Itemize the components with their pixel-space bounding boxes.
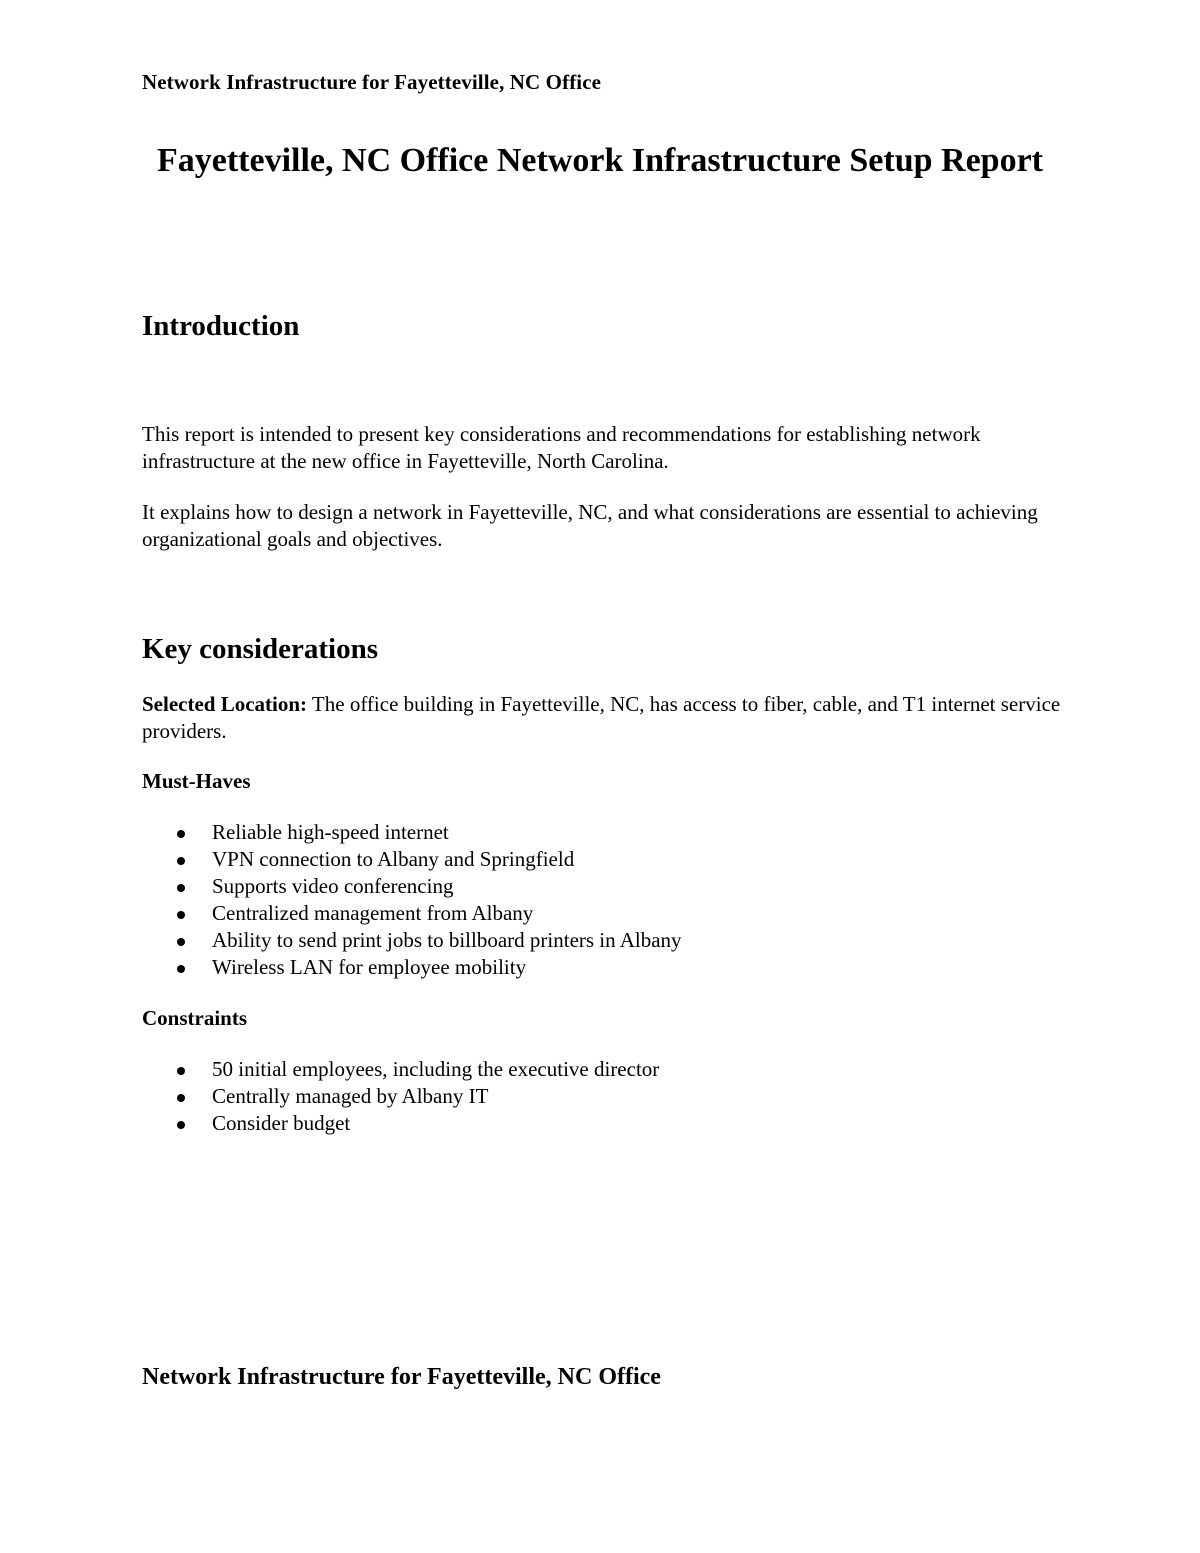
constraints-heading: Constraints xyxy=(142,1006,248,1030)
bullet-icon xyxy=(177,965,185,973)
bullet-icon xyxy=(177,830,185,838)
list-item xyxy=(142,819,682,846)
selected-location-label: Selected Location: xyxy=(142,692,308,716)
bullet-icon xyxy=(177,884,185,892)
selected-location-paragraph xyxy=(142,691,1062,745)
list-item-text: Centrally managed by Albany IT xyxy=(212,1084,489,1108)
running-header: Network Infrastructure for Fayetteville, NC Office xyxy=(142,70,602,94)
introduction-paragraph-1: This report is intended to present key considerations and recommendations for establishing network infrastructure at the new office in Fayetteville, North Carolina. xyxy=(142,422,981,473)
bullet-icon xyxy=(177,857,185,865)
next-page-header: Network Infrastructure for Fayetteville, NC Office xyxy=(142,1364,661,1390)
list-item xyxy=(142,900,682,927)
bullet-icon xyxy=(177,1067,185,1075)
must-haves-heading: Must-Haves xyxy=(142,769,251,793)
list-item-text: VPN connection to Albany and Springfield xyxy=(212,847,575,871)
list-item-text: Consider budget xyxy=(212,1111,351,1135)
list-item xyxy=(142,1056,659,1083)
list-item-text: Ability to send print jobs to billboard printers in Albany xyxy=(212,928,682,952)
selected-location-text: The office building in Fayetteville, NC, has access to fiber, cable, and T1 internet service providers. xyxy=(142,692,1061,743)
list-item xyxy=(142,1083,659,1110)
list-item xyxy=(142,846,682,873)
constraints-list xyxy=(142,1056,659,1137)
key-considerations-heading: Key considerations xyxy=(142,633,379,665)
list-item-text: Wireless LAN for employee mobility xyxy=(212,955,527,979)
list-item xyxy=(142,873,682,900)
introduction-heading: Introduction xyxy=(142,310,300,342)
list-item xyxy=(142,1110,659,1137)
introduction-paragraph-2: It explains how to design a network in Fayetteville, NC, and what considerations are essential to achieving organizational goals and objectives. xyxy=(142,500,1038,551)
bullet-icon xyxy=(177,1121,185,1129)
list-item-text: Centralized management from Albany xyxy=(212,901,534,925)
list-item xyxy=(142,954,682,981)
bullet-icon xyxy=(177,938,185,946)
list-item-text: Reliable high-speed internet xyxy=(212,820,449,844)
list-item xyxy=(142,927,682,954)
bullet-icon xyxy=(177,911,185,919)
list-item-text: 50 initial employees, including the executive director xyxy=(212,1057,660,1081)
list-item-text: Supports video conferencing xyxy=(212,874,454,898)
page-title: Fayetteville, NC Office Network Infrastructure Setup Report xyxy=(157,142,1043,179)
must-haves-list xyxy=(142,819,682,981)
bullet-icon xyxy=(177,1094,185,1102)
